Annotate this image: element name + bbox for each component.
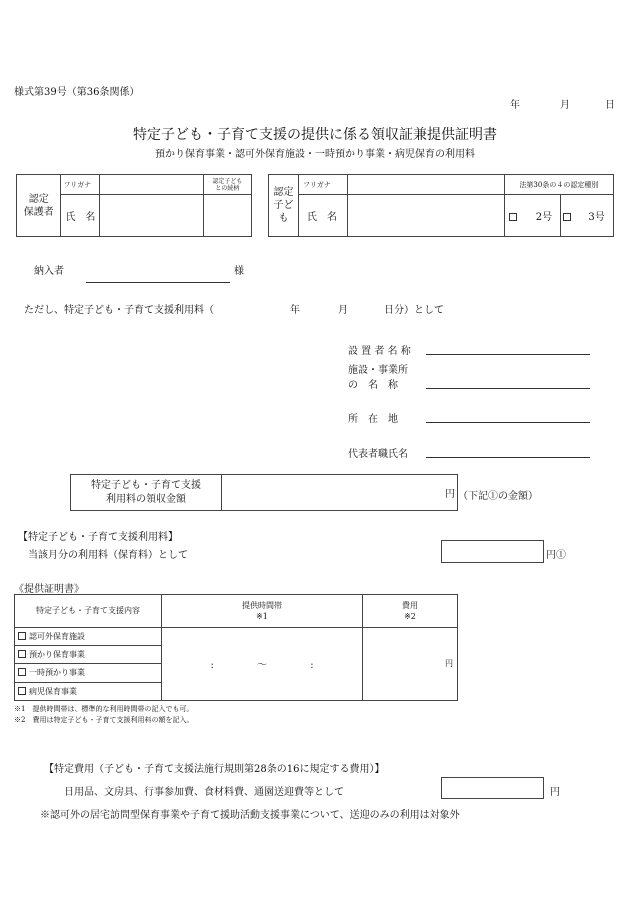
guardian-name-label: 氏 名 <box>61 195 100 237</box>
setter-label: 設 置 者 名 称 <box>348 346 411 357</box>
cert-item[interactable]: 病児保育事業 <box>15 682 162 700</box>
child-label: 認定 子ど も <box>269 175 299 237</box>
representative-underline[interactable] <box>426 457 590 458</box>
type3-option[interactable]: 3号 <box>561 195 614 237</box>
child-furigana-label: フリガナ <box>299 175 348 195</box>
received-amount-table <box>70 474 458 511</box>
guardian-label: 認定 保護者 <box>17 175 61 237</box>
representative-label: 代表者職氏名 <box>348 449 408 460</box>
relation-field[interactable] <box>203 195 251 237</box>
payer-underline[interactable] <box>86 282 230 283</box>
cert-col-content: 特定子ども・子育て支援内容 <box>15 595 162 628</box>
child-furigana-field[interactable] <box>347 175 504 195</box>
cert-item[interactable]: 預かり保育事業 <box>15 645 162 663</box>
payer-suffix: 様 <box>234 266 244 277</box>
date-year: 年 <box>510 100 520 111</box>
guardian-furigana-label: フリガナ <box>61 175 100 195</box>
checkbox-icon <box>18 650 26 658</box>
cert-col-cost: 費用 ※2 <box>363 595 458 628</box>
special-amount-field[interactable] <box>441 777 544 799</box>
facility-underline[interactable] <box>426 388 590 389</box>
address-underline[interactable] <box>426 422 590 423</box>
special-note: ※認可外の居宅訪問型保育事業や子育て援助活動支援事業について、送迎のみの利用は対象外 <box>40 810 460 821</box>
cert-type-header: 法第30条の４の認定種別 <box>504 175 613 195</box>
form-number: 様式第39号（第36条関係） <box>14 87 140 98</box>
facility-label-2: の 名 称 <box>348 380 398 391</box>
special-line: 日用品、文房具、行事参加費、食材料費、通園送迎費等として <box>64 787 344 798</box>
checkbox-icon <box>18 668 26 676</box>
cert-table <box>14 594 458 701</box>
fee-yen: 円① <box>546 550 566 561</box>
cert-cost-field[interactable]: 円 <box>363 627 458 700</box>
fee-heading: 【特定子ども・子育て支援利用料】 <box>18 532 178 543</box>
checkbox-icon <box>18 687 26 695</box>
guardian-furigana-field[interactable] <box>100 175 203 195</box>
cert-time-field[interactable]: : 〜 : <box>162 627 363 700</box>
cert-item[interactable]: 認可外保育施設 <box>15 627 162 645</box>
facility-label-1: 施設・事業所 <box>348 365 408 376</box>
document-subtitle: 預かり保育事業・認可外保育施設・一時預かり事業・病児保育の利用料 <box>155 149 475 160</box>
child-table <box>268 174 614 237</box>
address-label: 所 在 地 <box>348 414 398 425</box>
checkbox-icon <box>509 213 517 221</box>
cert-col-time: 提供時間帯 ※1 <box>162 595 363 628</box>
cert-note-1: ※1 提供時間帯は、標準的な利用時間帯の記入でも可。 <box>14 705 194 713</box>
purpose-days: 日分）として <box>384 305 444 316</box>
fee-line: 当該月分の利用料（保育料）として <box>28 550 188 561</box>
date-day: 日 <box>605 100 615 111</box>
setter-underline[interactable] <box>426 354 590 355</box>
child-name-field[interactable] <box>347 195 504 237</box>
relation-label: 認定子ども との続柄 <box>203 175 251 195</box>
document-title: 特定子ども・子育て支援の提供に係る領収証兼提供証明書 <box>133 127 497 143</box>
fee-amount-field[interactable] <box>441 540 544 563</box>
received-amount-field[interactable]: 円 <box>222 475 458 511</box>
special-heading: 【特定費用（子ども・子育て支援法施行規則第28条の16に規定する費用）】 <box>44 764 385 775</box>
special-yen: 円 <box>550 787 560 798</box>
amount-note: （下記①の金額） <box>458 491 538 502</box>
date-month: 月 <box>560 100 570 111</box>
checkbox-icon <box>18 632 26 640</box>
purpose-prefix: ただし、特定子ども・子育て支援利用料（ <box>24 305 214 316</box>
purpose-month: 月 <box>338 305 348 316</box>
child-name-label: 氏 名 <box>299 195 348 237</box>
cert-note-2: ※2 費用は特定子ども・子育て支援利用料の額を記入。 <box>14 716 194 724</box>
type2-option[interactable]: 2号 <box>504 195 561 237</box>
purpose-year: 年 <box>290 305 300 316</box>
cert-item[interactable]: 一時預かり事業 <box>15 664 162 682</box>
cert-heading: 《提供証明書》 <box>14 584 84 595</box>
received-amount-label: 特定子ども・子育て支援 利用料の領収金額 <box>71 475 222 511</box>
guardian-name-field[interactable] <box>100 195 203 237</box>
checkbox-icon <box>563 213 571 221</box>
guardian-table <box>16 174 252 237</box>
payer-label: 納入者 <box>34 266 64 277</box>
